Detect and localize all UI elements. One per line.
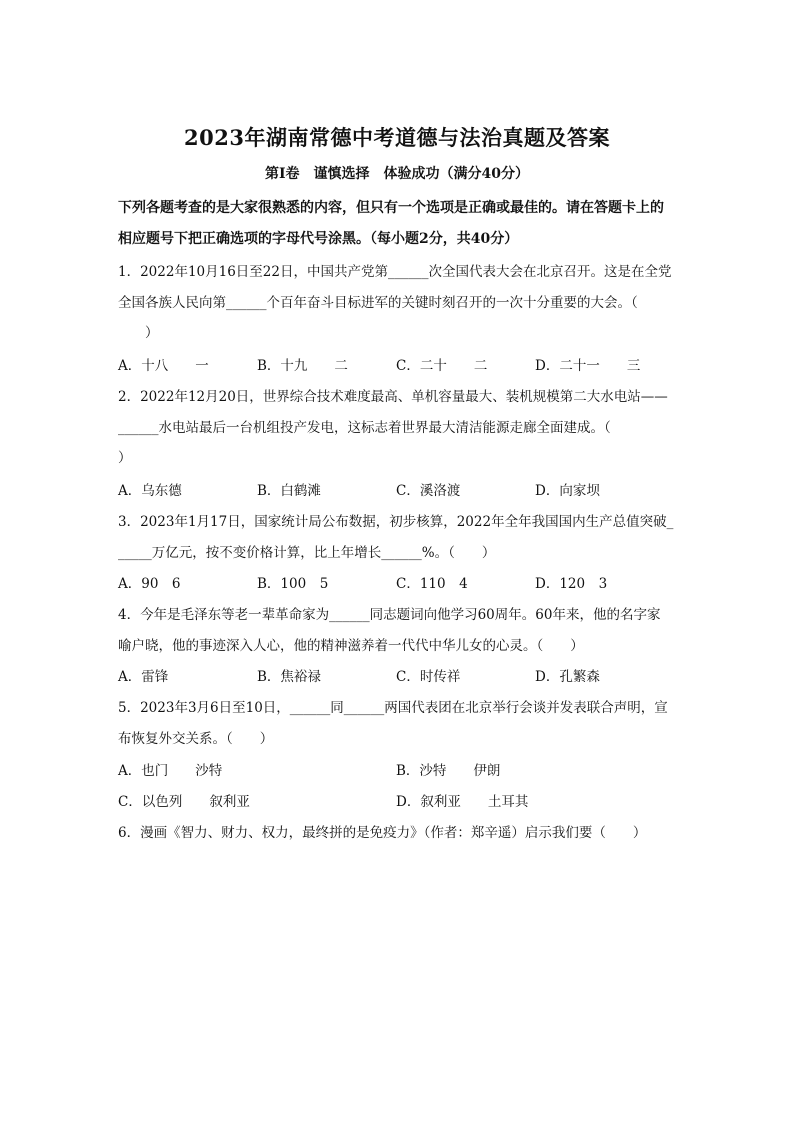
document-title: 2023年湖南常德中考道德与法治真题及答案 — [184, 125, 610, 150]
instruction-line: 相应题号下把正确选项的字母代号涂黑。（每小题2分，共40分） — [118, 231, 519, 247]
question-3-line: 3．2023年1月17日，国家统计局公布数据，初步核算，2022年全年我国国内生产总值突破_ — [118, 514, 674, 530]
question-2-option-b: B．白鹤滩 — [257, 483, 321, 499]
question-1-option-d: D．二十一 三 — [535, 358, 641, 374]
question-2-option-d: D．向家坝 — [535, 483, 600, 499]
question-1-line: ） — [118, 325, 159, 341]
question-4-line: 4．今年是毛泽东等老一辈革命家为______同志题词向他学习60周年。60年来，他的名字家 — [118, 607, 661, 623]
question-6-line: 6．漫画《智力、财力、权力，最终拼的是免疫力》（作者：郑辛遥）启示我们要（ ） — [118, 825, 647, 841]
question-2-option-a: A．乌东德 — [118, 483, 182, 499]
question-4-line: 喻户晓，他的事迹深入人心，他的精神滋养着一代代中华儿女的心灵。（ ） — [118, 638, 584, 654]
question-4-option-b: B．焦裕禄 — [257, 669, 321, 685]
question-3-option-b: B．100 5 — [257, 576, 329, 592]
question-2-line: ） — [118, 450, 132, 466]
question-3-option-c: C．110 4 — [396, 576, 468, 592]
question-5-option-c: C．以色列 叙利亚 — [118, 794, 250, 810]
question-5-option-d: D．叙利亚 土耳其 — [396, 794, 529, 810]
question-5-option-a: A．也门 沙特 — [118, 763, 223, 779]
question-4-option-d: D．孔繁森 — [535, 669, 600, 685]
question-1-option-a: A．十八 一 — [118, 358, 209, 374]
question-5-line: 布恢复外交关系。（ ） — [118, 731, 274, 747]
question-2-line: 2．2022年12月20日，世界综合技术难度最高、单机容量最大、装机规模第二大水电站—— — [118, 389, 668, 405]
question-2-option-c: C．溪洛渡 — [396, 483, 461, 499]
question-5-line: 5．2023年3月6日至10日，______同______两国代表团在北京举行会谈并发表联合声明，宣 — [118, 700, 668, 716]
section-heading: 第Ⅰ卷 谨慎选择 体验成功（满分40分） — [264, 166, 530, 182]
question-1-option-b: B．十九 二 — [257, 358, 348, 374]
question-1-line: 1．2022年10月16日至22日，中国共产党第______次全国代表大会在北京召开。这是在全党 — [118, 264, 672, 280]
instruction-line: 下列各题考查的是大家很熟悉的内容，但只有一个选项是正确或最佳的。请在答题卡上的 — [118, 200, 664, 216]
question-1-option-c: C．二十 二 — [396, 358, 488, 374]
question-2-line: ______水电站最后一台机组投产发电，这标志着世界最大清洁能源走廊全面建成。（ — [118, 420, 611, 436]
question-3-option-d: D．120 3 — [535, 576, 608, 592]
question-1-line: 全国各族人民向第______个百年奋斗目标进军的关键时刻召开的一次十分重要的大会。（ — [118, 295, 638, 311]
question-4-option-a: A．雷锋 — [118, 669, 169, 685]
question-3-option-a: A．90 6 — [118, 576, 181, 592]
question-3-line: _____万亿元，按不变价格计算，比上年增长______%。（ ） — [118, 545, 496, 561]
question-5-option-b: B．沙特 伊朗 — [396, 763, 501, 779]
question-4-option-c: C．时传祥 — [396, 669, 461, 685]
